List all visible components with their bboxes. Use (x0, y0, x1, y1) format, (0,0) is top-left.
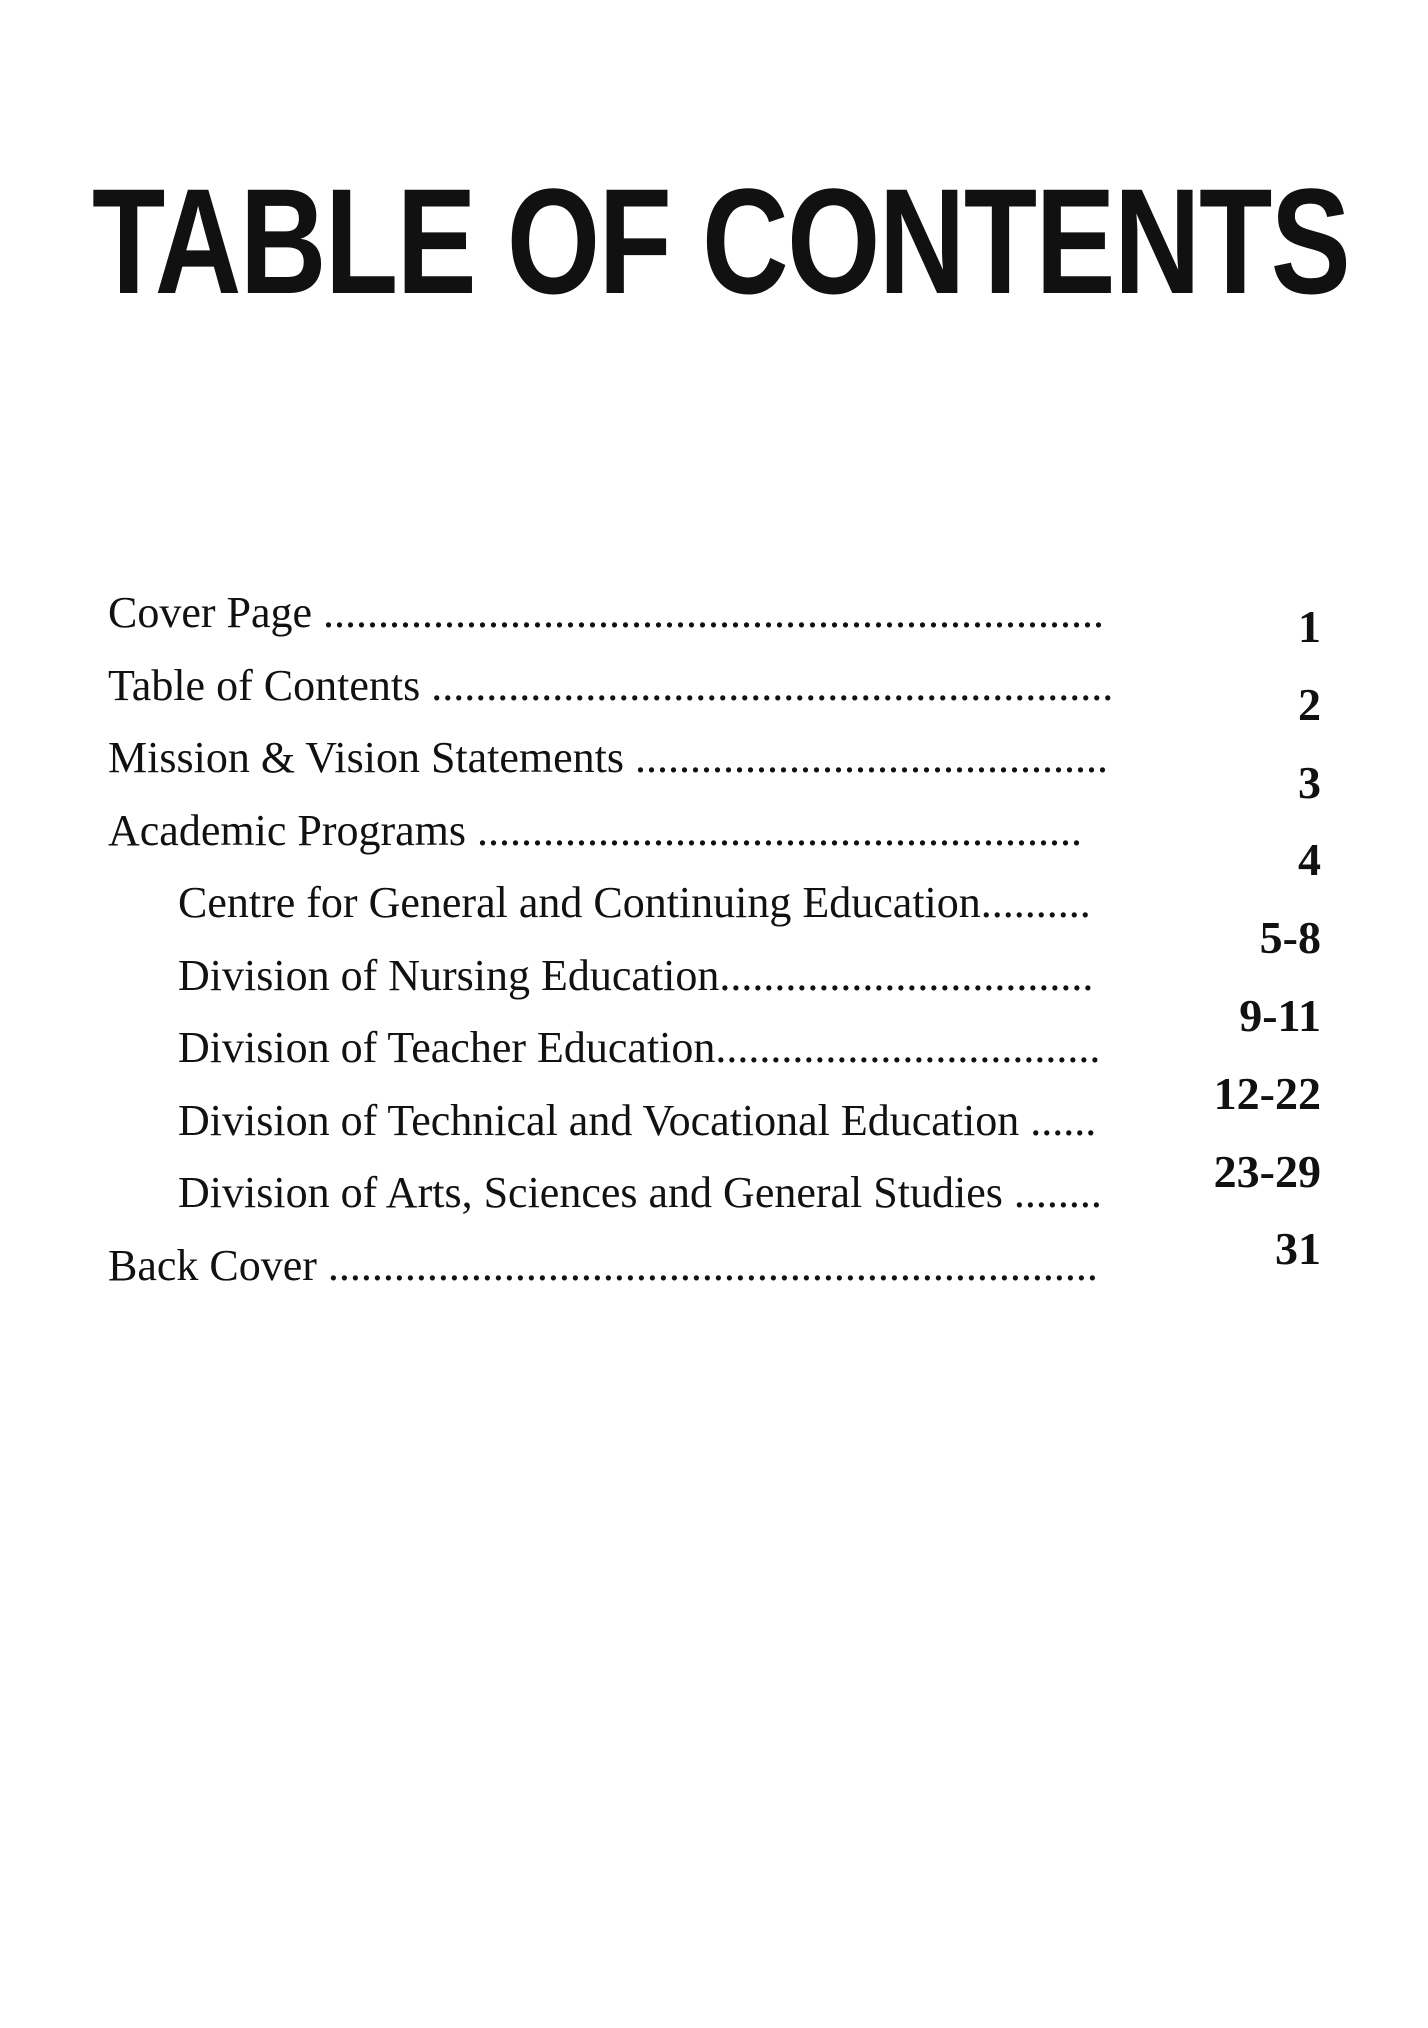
toc-entry-table-of-contents: Table of Contents .............................................................. (108, 660, 1114, 710)
page-number: 5-8 (1259, 912, 1321, 964)
toc-entry-cover-page: Cover Page ....................................................................... (108, 588, 1105, 637)
toc-entry-general-continuing-education: Centre for General and Continuing Education.......... (178, 878, 1091, 927)
toc-entry-technical-vocational-education: Division of Technical and Vocational Education ...... (178, 1095, 1097, 1145)
toc-entry-arts-sciences-general-studies: Division of Arts, Sciences and General Studies ........ (178, 1168, 1102, 1217)
page-number: 31 (1275, 1223, 1321, 1275)
page-number: 1 (1298, 601, 1321, 652)
page-number: 9-11 (1239, 989, 1321, 1041)
toc-page-numbers (1214, 588, 1321, 1288)
toc-entry-academic-programs: Academic Programs ....................................................... (108, 805, 1082, 855)
toc-entry-teacher-education: Division of Teacher Education................................... (178, 1023, 1101, 1072)
toc-list (108, 577, 1158, 1302)
toc-entry-nursing-education: Division of Nursing Education.................................. (178, 950, 1094, 1000)
page-title: TABLE OF CONTENTS (92, 157, 1350, 325)
toc-entry-mission-vision: Mission & Vision Statements ........................................... (108, 733, 1109, 782)
toc-entry-back-cover: Back Cover ...................................................................... (108, 1240, 1098, 1290)
page-number: 4 (1298, 834, 1321, 886)
page-number: 3 (1298, 756, 1321, 808)
page-number: 2 (1298, 678, 1321, 730)
page-number: 12-22 (1213, 1067, 1321, 1119)
page-number: 23-29 (1213, 1145, 1321, 1197)
